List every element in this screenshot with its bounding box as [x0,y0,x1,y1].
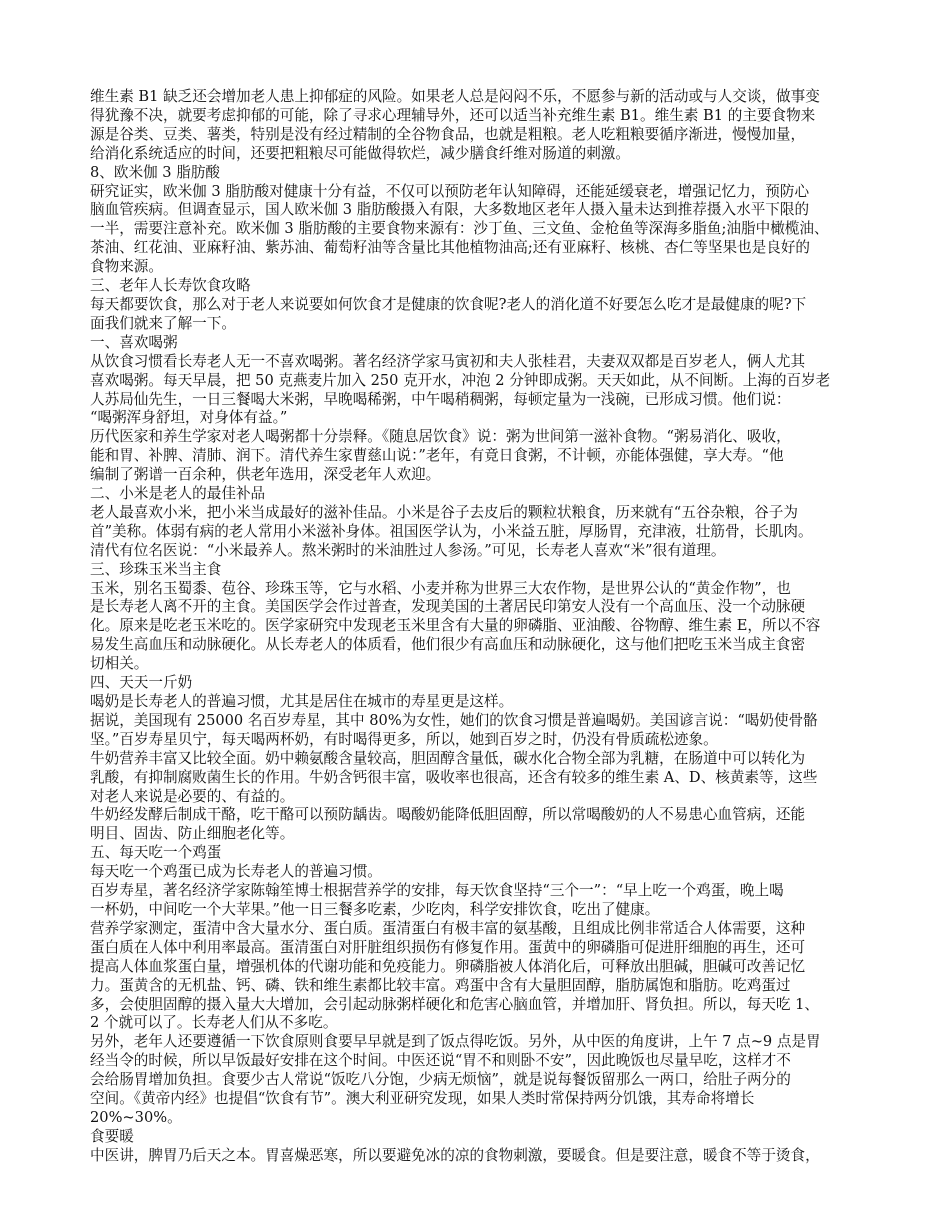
text-line: 每天都要饮食，那么对于老人来说要如何饮食才是健康的饮食呢?老人的消化道不好要怎么吃才是最健康的呢?下 [90,295,807,313]
text-line: 牛奶营养丰富又比较全面。奶中赖氨酸含量较高，胆固醇含量低，碳水化合物全部为乳糖，在肠道中可以转化为 [90,749,806,767]
text-line: 化。原来是吃老玉米吃的。医学家研究中发现老玉米里含有大量的卵磷脂、亚油酸、谷物醇、维生素 E，所以不容 [90,617,821,635]
text-line: 能和胃、补脾、清肺、润下。清代养生家曹慈山说：”老年，有竟日食粥，不计顿，亦能体强健，享大寿。“他 [90,447,784,465]
text-line: 空间。《黄帝内经》也提倡“饮食有节”。澳大利亚研究发现，如果人类时常保持两分饥饿，其寿命将增长 [90,1090,755,1108]
text-line: 得犹豫不决，就要考虑抑郁的可能，除了寻求心理辅导外，还可以适当补充维生素 B1。维生素 B1 的主要食物来 [90,106,816,124]
text-line: 二、小米是老人的最佳补品 [90,485,266,503]
text-line: 一杯奶，中间吃一个大苹果。”他一日三餐多吃素，少吃肉，科学安排饮食，吃出了健康。 [90,900,660,918]
text-line: 清代有位名医说：“小米最养人。熬米粥时的米油胜过人参汤。”可见，长寿老人喜欢“米”很有道理。 [90,541,726,559]
body-paragraph [90,693,890,712]
body-paragraph [90,1033,890,1128]
text-line: 老人最喜欢小米，把小米当成最好的滋补佳品。小米是谷子去皮后的颗粒状粮食，历来就有“五谷杂粮，谷子为 [90,503,798,521]
text-line: 营养学家测定，蛋清中含大量水分、蛋白质。蛋清蛋白有极丰富的氨基酸，且组成比例非常适合人体需要，这种 [90,919,806,937]
text-line: 人苏局仙先生，一日三餐喝大米粥，早晚喝稀粥，中午喝稍稠粥，每顿定量为一浅碗，已形成习惯。他们说： [90,390,791,408]
text-line: 编制了粥谱一百余种，供老年选用，深受老年人欢迎。 [90,466,441,484]
section-heading [90,674,890,693]
text-line: 一、喜欢喝粥 [90,333,178,351]
text-line: 从饮食习惯看长寿老人无一不喜欢喝粥。著名经济学家马寅初和夫人张桂君，夫妻双双都是百岁老人，俩人尤其 [90,352,806,370]
text-line: 2 个就可以了。长寿老人们从不多吃。 [90,1014,338,1032]
text-line: 力。蛋黄含的无机盐、钙、磷、铁和维生素都比较丰富。鸡蛋中含有大量胆固醇，脂肪属饱和脂肪。吃鸡蛋过 [90,976,791,994]
text-line: 面我们就来了解一下。 [90,314,236,332]
body-paragraph [90,712,890,750]
text-line: 食物来源。 [90,258,163,276]
text-line: 乳酸，有抑制腐败菌生长的作用。牛奶含钙很丰富，吸收率也很高，还含有较多的维生素 A、D、核黄素等，这些 [90,768,818,786]
body-paragraph [90,1147,890,1166]
text-line: 三、老年人长寿饮食攻略 [90,277,251,295]
body-paragraph [90,88,890,164]
text-line: 源是谷类、豆类、薯类，特别是没有经过精制的全谷物食品，也就是粗粮。老人吃粗粮要循序渐进，慢慢加量， [90,125,806,143]
body-paragraph [90,580,890,675]
body-paragraph [90,882,890,920]
text-line: 玉米，别名玉蜀黍、苞谷、珍珠玉等，它与水稻、小麦并称为世界三大农作物，是世界公认的“黄金作物”，也 [90,579,791,597]
text-line: 每天吃一个鸡蛋已成为长寿老人的普遍习惯。 [90,863,382,881]
body-paragraph [90,806,890,844]
text-line: 四、天天一斤奶 [90,674,193,692]
text-line: 食要暖 [90,1127,134,1145]
text-line: 历代医家和养生学家对老人喝粥都十分崇释。《随息居饮食》说：粥为世间第一滋补食物。“粥易消化、吸收， [90,428,791,446]
body-paragraph [90,183,890,278]
text-line: 蛋白质在人体中利用率最高。蛋清蛋白对肝脏组织损伤有修复作用。蛋黄中的卵磷脂可促进肝细胞的再生，还可 [90,938,806,956]
text-line: 喝奶是长寿老人的普遍习惯，尤其是居住在城市的寿星更是这样。 [90,693,514,710]
text-line: 首”美称。体弱有病的老人常用小米滋补身体。祖国医学认为，小米益五脏，厚肠胃，充津液，壮筋骨，长肌肉。 [90,522,813,540]
text-line: 坚。”百岁寿星贝宁，每天喝两杯奶，有时喝得更多，所以，她到百岁之时，仍没有骨质疏松迹象。 [90,730,718,748]
text-line: 对老人来说是必要的、有益的。 [90,787,295,805]
body-paragraph [90,296,890,334]
text-line: 8、欧米伽 3 脂肪酸 [90,163,221,181]
section-heading [90,164,890,183]
text-line: 是长寿老人离不开的主食。美国医学会作过普查，发现美国的土著居民印第安人没有一个高血压、没一个动脉硬 [90,598,806,616]
section-heading [90,485,890,504]
text-line: 喜欢喝粥。每天早晨，把 50 克燕麦片加入 250 克开水，冲泡 2 分钟即成粥。天天如此，从不间断。上海的百岁老 [90,371,831,389]
text-line: 五、每天吃一个鸡蛋 [90,844,222,862]
text-line: 多，会使胆固醇的摄入量大大增加，会引起动脉粥样硬化和危害心脑血管，并增加肝、肾负担。所以，每天吃 1、 [90,995,820,1013]
section-heading [90,844,890,863]
text-line: 提高人体血浆蛋白量，增强机体的代谢功能和免疫能力。卵磷脂被人体消化后，可释放出胆碱，胆碱可改善记忆 [90,957,806,975]
section-heading [90,277,890,296]
text-line: 中医讲，脾胃乃后天之本。胃喜燥恶寒，所以要避免冰的凉的食物刺激，要暖食。但是要注意，暖食不等于烫食， [90,1146,820,1164]
text-line: 明目、固齿、防止细胞老化等。 [90,825,295,843]
section-heading [90,334,890,353]
text-line: 研究证实，欧米伽 3 脂肪酸对健康十分有益，不仅可以预防老年认知障碍，还能延缓衰老，增强记忆力，预防心 [90,182,810,200]
text-line: 三、珍珠玉米当主食 [90,560,222,578]
text-line: 另外，老年人还要遵循一下饮食原则食要早早就是到了饭点得吃饭。另外，从中医的角度讲，上午 7 点~9 点是胃 [90,1033,821,1051]
section-heading [90,1128,890,1147]
text-line: 经当令的时候，所以早饭最好安排在这个时间。中医还说“胃不和则卧不安”，因此晚饭也尽量早吃，这样才不 [90,1052,791,1070]
text-line: “喝粥浑身舒坦，对身体有益。” [90,409,288,427]
text-line: 百岁寿星，著名经济学家陈翰笙博士根据营养学的安排，每天饮食坚持“三个一”：“早上吃一个鸡蛋，晚上喝 [90,882,784,900]
body-paragraph [90,750,890,807]
body-paragraph [90,920,890,1033]
text-line: 会给肠胃增加负担。食要少古人常说“饭吃八分饱，少病无烦恼”，就是说每餐饭留那么一两口，给肚子两分的 [90,1071,791,1089]
text-line: 易发生高血压和动脉硬化。从长寿老人的体质看，他们很少有高血压和动脉硬化，这与他们把吃玉米当成主食密 [90,636,806,654]
text-line: 据说，美国现有 25000 名百岁寿星，其中 80%为女性，她们的饮食习惯是普遍喝奶。美国谚言说：“喝奶使骨骼 [90,711,818,729]
section-heading [90,561,890,580]
body-paragraph [90,353,890,429]
text-line: 一半，需要注意补充。欧米伽 3 脂肪酸的主要食物来源有：沙丁鱼、三文鱼、金枪鱼等深海多脂鱼;油脂中橄榄油、 [90,220,829,238]
text-line: 脑血管疾病。但调查显示，国人欧米伽 3 脂肪酸摄入有限，大多数地区老年人摄入量未达到推荐摄入水平下限的 [90,201,810,219]
text-line: 茶油、红花油、亚麻籽油、紫苏油、葡萄籽油等含量比其他植物油高;还有亚麻籽、核桃、杏仁等坚果也是良好的 [90,239,811,257]
text-line: 牛奶经发酵后制成干酪，吃干酪可以预防龋齿。喝酸奶能降低胆固醇，所以常喝酸奶的人不易患心血管病，还能 [90,806,806,824]
body-paragraph [90,504,890,561]
text-line: 给消化系统适应的时间，还要把粗粮尽可能做得软烂，减少膳食纤维对肠道的刺激。 [90,144,630,162]
text-line: 20%~30%。 [90,1108,182,1126]
body-paragraph [90,863,890,882]
body-paragraph [90,428,890,485]
text-line: 切相关。 [90,655,149,673]
text-line: 维生素 B1 缺乏还会增加老人患上抑郁症的风险。如果老人总是闷闷不乐，不愿参与新的活动或与人交谈，做事变 [90,88,820,105]
